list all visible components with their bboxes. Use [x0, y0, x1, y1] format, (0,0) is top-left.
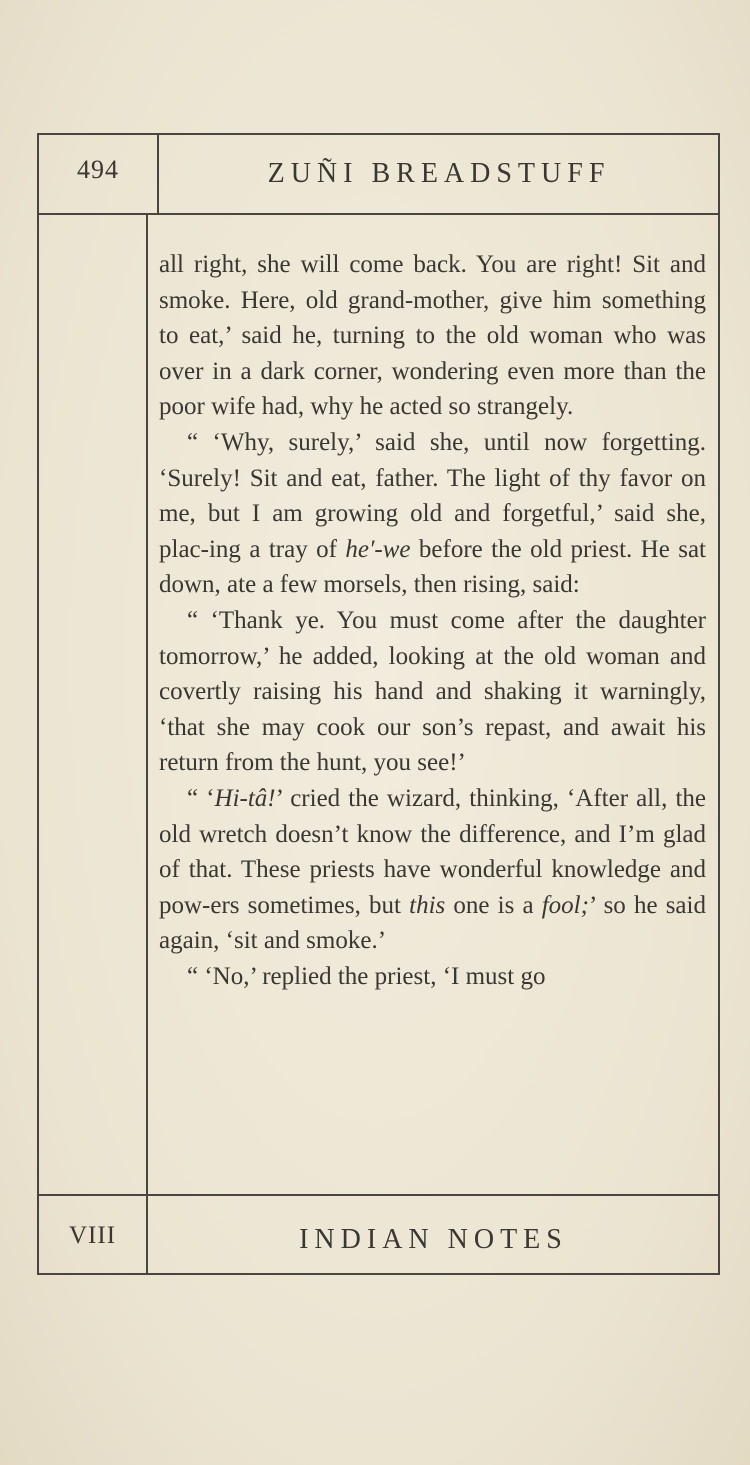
paragraph-2-text-a: “ ‘Why, surely,’ said she, until now forgetting. ‘Surely! Sit and eat, father. The light of thy favor on me, but I am growing old and forgetful,’ said she, plac-ing a tray of: [159, 428, 706, 563]
paragraph-4: [159, 781, 706, 959]
paragraph-3: [159, 603, 706, 781]
margin-divider-vertical: [146, 215, 148, 1275]
body-text: [159, 247, 706, 994]
paragraph-5: [159, 959, 706, 995]
paragraph-2-italic-hewe: he′-we: [345, 535, 411, 563]
paragraph-2: [159, 425, 706, 603]
paragraph-2-text-b: before the old priest. He sat down, ate a few morsels, then rising, said:: [159, 535, 707, 599]
paragraph-4-text-a: “ ‘: [187, 784, 215, 812]
running-foot: INDIAN NOTES: [299, 1224, 568, 1255]
paragraph-1: [159, 247, 706, 425]
paragraph-3-text: “ ‘Thank ye. You must come after the daughter tomorrow,’ he added, looking at the old woman and covertly raising his hand and shaking it warningly, ‘that she may cook our son’s repast, and await his return from the hunt, you see!’: [159, 606, 706, 777]
running-head: ZUÑI BREADSTUFF: [267, 158, 611, 189]
paragraph-5-text: “ ‘No,’ replied the priest, ‘I must go: [187, 962, 546, 990]
paragraph-4-text-d: ’ so he said again, ‘sit and smoke.’: [159, 891, 706, 955]
paragraph-4-italic-fool: fool;: [541, 891, 589, 919]
paragraph-4-text-b: ’ cried the wizard, thinking, ‘After all, the old wretch doesn’t know the difference, and I’m glad of that. These priests have wonderful knowledge and pow-ers sometimes, but: [159, 784, 707, 919]
paragraph-4-italic-hita: Hi-tâ!: [214, 784, 276, 812]
paragraph-4-text-c: one is a: [445, 891, 542, 919]
footer-rule: [37, 1194, 720, 1196]
section-number: VIII: [68, 1222, 117, 1249]
header-divider-vertical: [157, 133, 159, 215]
paragraph-1-text: all right, she will come back. You are right! Sit and smoke. Here, old grand-mother, give him something to eat,’ said he, turning to the old woman who was over in a dark corner, wondering even more than the poor wife had, why he acted so strangely.: [159, 251, 706, 421]
page-number: 494: [77, 155, 119, 184]
header-rule: [37, 213, 720, 215]
paragraph-4-italic-this: this: [409, 891, 446, 919]
